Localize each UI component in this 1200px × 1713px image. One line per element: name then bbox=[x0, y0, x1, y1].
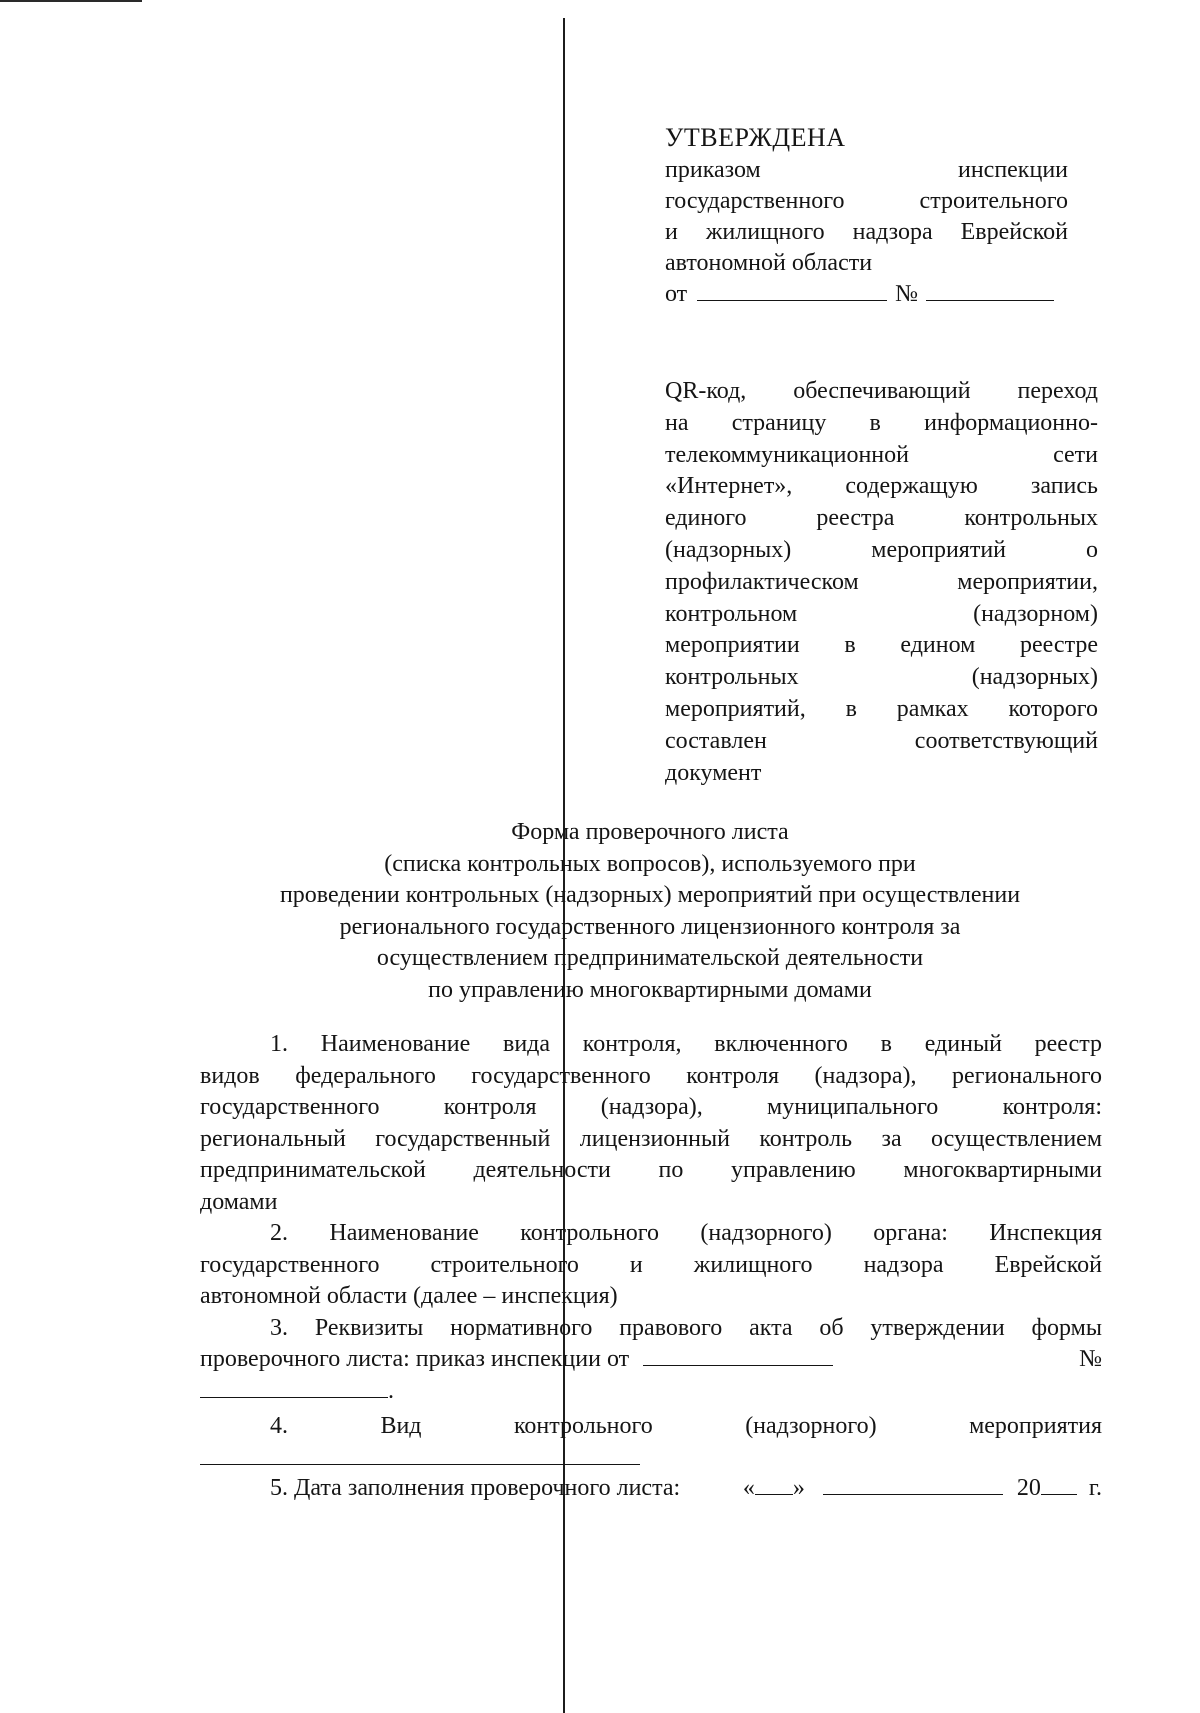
fill-year-suffix: г. bbox=[1088, 1474, 1102, 1501]
approval-title: УТВЕРЖДЕНА bbox=[665, 123, 846, 152]
form-title-line: (списка контрольных вопросов), используемого при bbox=[384, 850, 916, 877]
qr-note-line: профилактическом мероприятии, bbox=[665, 568, 1098, 595]
fill-day-blank bbox=[755, 1476, 793, 1495]
item-event-type-row bbox=[200, 1411, 1102, 1443]
item4-word: (надзорного) bbox=[745, 1413, 877, 1439]
item-control-type-name bbox=[200, 1029, 1102, 1218]
approval-date-blank bbox=[697, 282, 887, 301]
item-line: автономной области (далее – инспекция) bbox=[200, 1283, 618, 1309]
item4-number: 4. bbox=[270, 1413, 288, 1439]
item-line: предпринимательской деятельности по управлению многоквартирными bbox=[200, 1157, 1102, 1183]
qr-note-line: единого реестра контрольных bbox=[665, 505, 1098, 532]
approval-reference-line bbox=[665, 279, 1068, 310]
approval-line: государственного строительного bbox=[665, 188, 1068, 214]
form-title bbox=[190, 817, 1110, 1006]
item4-word: контрольного bbox=[513, 1413, 653, 1439]
item-line: видов федерального государственного контроля (надзора), регионального bbox=[200, 1062, 1102, 1089]
fill-date-close-quote: » bbox=[792, 1474, 805, 1501]
form-title-line: Форма проверочного листа bbox=[511, 819, 789, 845]
item-line: проверочного листа: приказ инспекции от bbox=[200, 1346, 630, 1372]
qr-note-line: QR-код, обеспечивающий переход bbox=[665, 378, 1098, 404]
act-date-blank bbox=[643, 1347, 833, 1366]
act-number-end: . bbox=[388, 1377, 394, 1404]
item-act-details-date-row bbox=[200, 1344, 1102, 1376]
approval-number-sign: № bbox=[895, 281, 919, 307]
qr-note-line: мероприятии в едином реестре bbox=[665, 632, 1098, 659]
form-title-line: по управлению многоквартирными домами bbox=[428, 976, 872, 1003]
approval-line: приказом инспекции bbox=[665, 157, 1068, 183]
qr-note bbox=[665, 376, 1098, 789]
qr-note-line: на страницу в информационно- bbox=[665, 409, 1098, 436]
item-line: домами bbox=[200, 1188, 278, 1215]
fill-year-prefix: 20 bbox=[1016, 1474, 1041, 1501]
act-number-row bbox=[200, 1376, 1102, 1408]
qr-note-line: контрольном (надзорном) bbox=[665, 600, 1098, 627]
act-number-sign: № bbox=[1079, 1346, 1102, 1372]
form-items bbox=[200, 1029, 1102, 1504]
form-title-line: осуществлением предпринимательской деятельности bbox=[376, 945, 924, 971]
item-act-details bbox=[200, 1313, 1102, 1408]
qr-note-line: документ bbox=[665, 759, 762, 786]
qr-note-line: мероприятий, в рамках которого bbox=[665, 695, 1098, 722]
act-number-blank bbox=[200, 1379, 388, 1398]
item4-word: Вид bbox=[380, 1413, 422, 1439]
qr-note-line: (надзорных) мероприятий о bbox=[665, 536, 1098, 563]
fill-month-blank bbox=[823, 1476, 1003, 1495]
item-line: государственного строительного и жилищного надзора Еврейской bbox=[200, 1251, 1102, 1278]
approval-number-blank bbox=[926, 282, 1054, 301]
item-event-type bbox=[200, 1411, 1102, 1465]
approval-block bbox=[665, 122, 1068, 310]
qr-note-line: телекоммуникационной сети bbox=[665, 441, 1098, 468]
scan-edge-mark bbox=[0, 0, 142, 2]
item-line: 3. Реквизиты нормативного правового акта об утверждении формы bbox=[270, 1314, 1102, 1341]
item-line: 1. Наименование вида контроля, включенного в единый реестр bbox=[270, 1031, 1102, 1057]
item-line: региональный государственный лицензионный контроль за осуществлением bbox=[200, 1125, 1102, 1152]
qr-note-line: «Интернет», содержащую запись bbox=[665, 473, 1098, 500]
item-line: 2. Наименование контрольного (надзорного) органа: Инспекция bbox=[270, 1220, 1102, 1246]
fill-date-label: 5. Дата заполнения проверочного листа: bbox=[270, 1474, 681, 1501]
item4-word: мероприятия bbox=[969, 1413, 1102, 1439]
item4-blank-row bbox=[200, 1443, 1102, 1465]
qr-note-line: контрольных (надзорных) bbox=[665, 664, 1098, 691]
item-fill-date-row bbox=[200, 1473, 1102, 1505]
fill-date-open-quote: « bbox=[742, 1474, 755, 1501]
item-fill-date bbox=[200, 1473, 1102, 1505]
qr-note-line: составлен соответствующий bbox=[665, 727, 1098, 754]
approval-line: и жилищного надзора Еврейской bbox=[665, 219, 1068, 245]
approval-line: автономной области bbox=[665, 250, 873, 276]
form-title-line: проведении контрольных (надзорных) мероприятий при осуществлении bbox=[279, 882, 1021, 908]
item-authority-name bbox=[200, 1218, 1102, 1313]
form-title-line: регионального государственного лицензионного контроля за bbox=[339, 913, 961, 940]
item-line: государственного контроля (надзора), муниципального контроля: bbox=[200, 1094, 1102, 1120]
approval-date-prefix: от bbox=[665, 281, 688, 307]
fill-year-blank bbox=[1041, 1476, 1077, 1495]
event-type-blank bbox=[200, 1448, 640, 1465]
